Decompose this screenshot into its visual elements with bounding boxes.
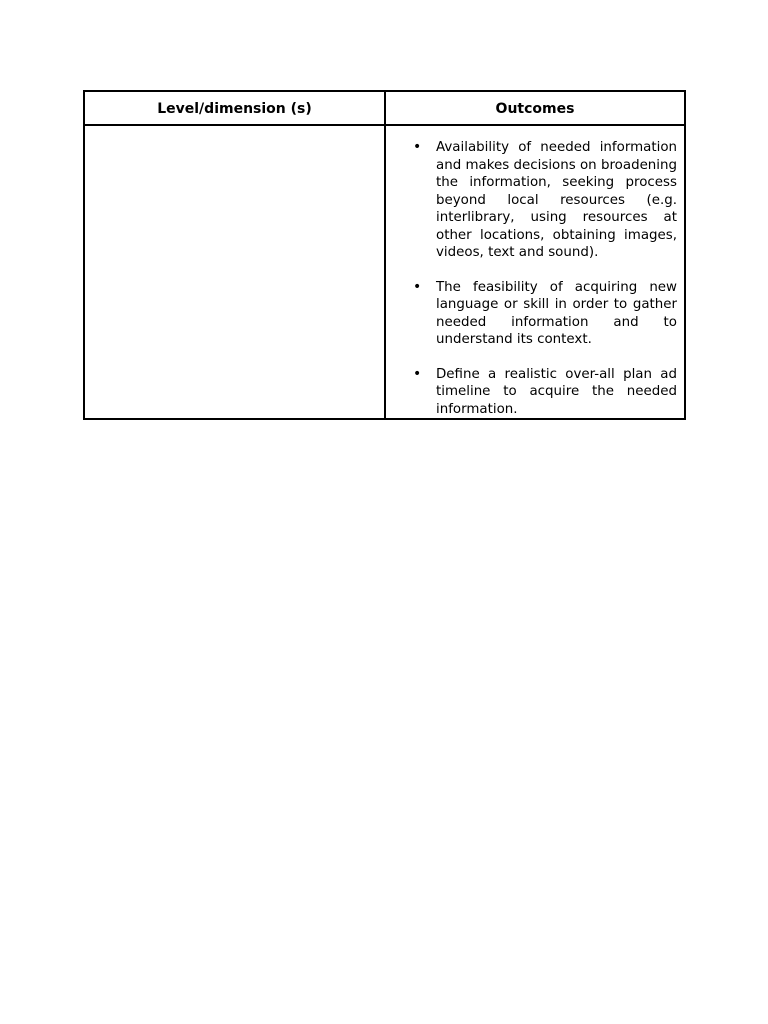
table-header-row: [84, 91, 685, 125]
outcomes-table: [83, 90, 686, 420]
outcome-text: Define a realistic over-all plan ad timeline to acquire the needed information.: [436, 366, 677, 417]
outcomes-list: [386, 126, 684, 418]
outcomes-cell: [385, 125, 685, 419]
list-item: [386, 366, 677, 419]
header-level-dimension: Level/dimension (s): [84, 91, 385, 125]
table-row: [84, 125, 685, 419]
outcome-text: Availability of needed information and makes decisions on broadening the information, seeking process beyond local resources (e.g. interlibrary, using resources at other locations, obtaining images, videos, text and sound).: [436, 140, 677, 260]
bullet-icon: •: [413, 278, 422, 295]
list-item: [386, 139, 677, 262]
level-dimension-cell: [84, 125, 385, 419]
header-outcomes: Outcomes: [385, 91, 685, 125]
bullet-icon: •: [413, 139, 422, 155]
list-item: [386, 279, 677, 349]
outcome-text: The feasibility of acquiring new language or skill in order to gather needed information and to understand its context.: [436, 279, 677, 347]
bullet-icon: •: [413, 365, 422, 382]
